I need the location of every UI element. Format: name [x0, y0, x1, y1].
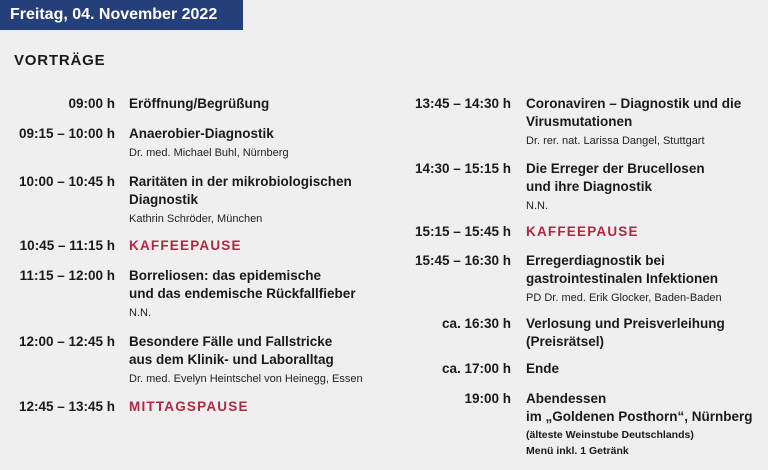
entry-speaker: N.N. — [526, 200, 548, 212]
entry-time: 12:45 – 13:45 h — [18, 399, 115, 414]
entry-title: Ende — [526, 361, 560, 376]
entry-time: ca. 17:00 h — [441, 361, 511, 376]
entry-title: Anaerobier-Diagnostik — [129, 126, 274, 141]
section-title: VORTRÄGE — [14, 52, 106, 69]
entry-title: Eröffnung/Begrüßung — [129, 96, 270, 111]
entry-title: Verlosung und Preisverleihung (Preisrätsel) — [526, 316, 725, 349]
entry-title: Coronaviren – Diagnostik und die Virusmutationen — [526, 96, 742, 129]
entry-speaker: Dr. med. Michael Buhl, Nürnberg — [129, 147, 289, 159]
entry-title: Abendessen im „Goldenen Posthorn“, Nürnberg — [526, 391, 753, 424]
entry-title: Raritäten in der mikrobiologischen Diagnostik — [129, 174, 352, 207]
entry-time: 14:30 – 15:15 h — [414, 161, 511, 176]
entry-time: 12:00 – 12:45 h — [18, 334, 115, 349]
entry-title: Borreliosen: das epidemische und das endemische Rückfallfieber — [129, 268, 356, 301]
entry-title-pause: KAFFEEPAUSE — [129, 238, 242, 253]
entry-time: 09:15 – 10:00 h — [18, 126, 115, 141]
entry-title-pause: MITTAGSPAUSE — [129, 399, 249, 414]
entry-time: 10:45 – 11:15 h — [19, 238, 115, 253]
entry-time: 13:45 – 14:30 h — [414, 96, 511, 111]
entry-title: Erregerdiagnostik bei gastrointestinalen Infektionen — [526, 253, 719, 286]
entry-speaker: Dr. med. Evelyn Heintschel von Heinegg, Essen — [129, 373, 363, 385]
date-banner: Freitag, 04. November 2022 — [0, 0, 243, 30]
entry-speaker: Dr. rer. nat. Larissa Dangel, Stuttgart — [526, 135, 705, 147]
entry-time: 11:15 – 12:00 h — [19, 268, 115, 283]
entry-time: 15:15 – 15:45 h — [414, 224, 511, 239]
entry-time: 09:00 h — [68, 96, 115, 111]
entry-time: ca. 16:30 h — [441, 316, 511, 331]
entry-title-pause: KAFFEEPAUSE — [526, 224, 639, 239]
entry-title: Besondere Fälle und Fallstricke aus dem Klinik- und Laboralltag — [129, 334, 334, 367]
entry-time: 15:45 – 16:30 h — [414, 253, 511, 268]
entry-note: Menü inkl. 1 Getränk — [526, 445, 629, 457]
entry-time: 10:00 – 10:45 h — [18, 174, 115, 189]
entry-title: Die Erreger der Brucellosen und ihre Diagnostik — [526, 161, 705, 194]
entry-speaker: N.N. — [129, 307, 151, 319]
entry-note: (älteste Weinstube Deutschlands) — [526, 429, 694, 441]
entry-speaker: Kathrin Schröder, München — [129, 213, 263, 225]
entry-time: 19:00 h — [464, 391, 511, 406]
entry-speaker: PD Dr. med. Erik Glocker, Baden-Baden — [526, 292, 722, 304]
